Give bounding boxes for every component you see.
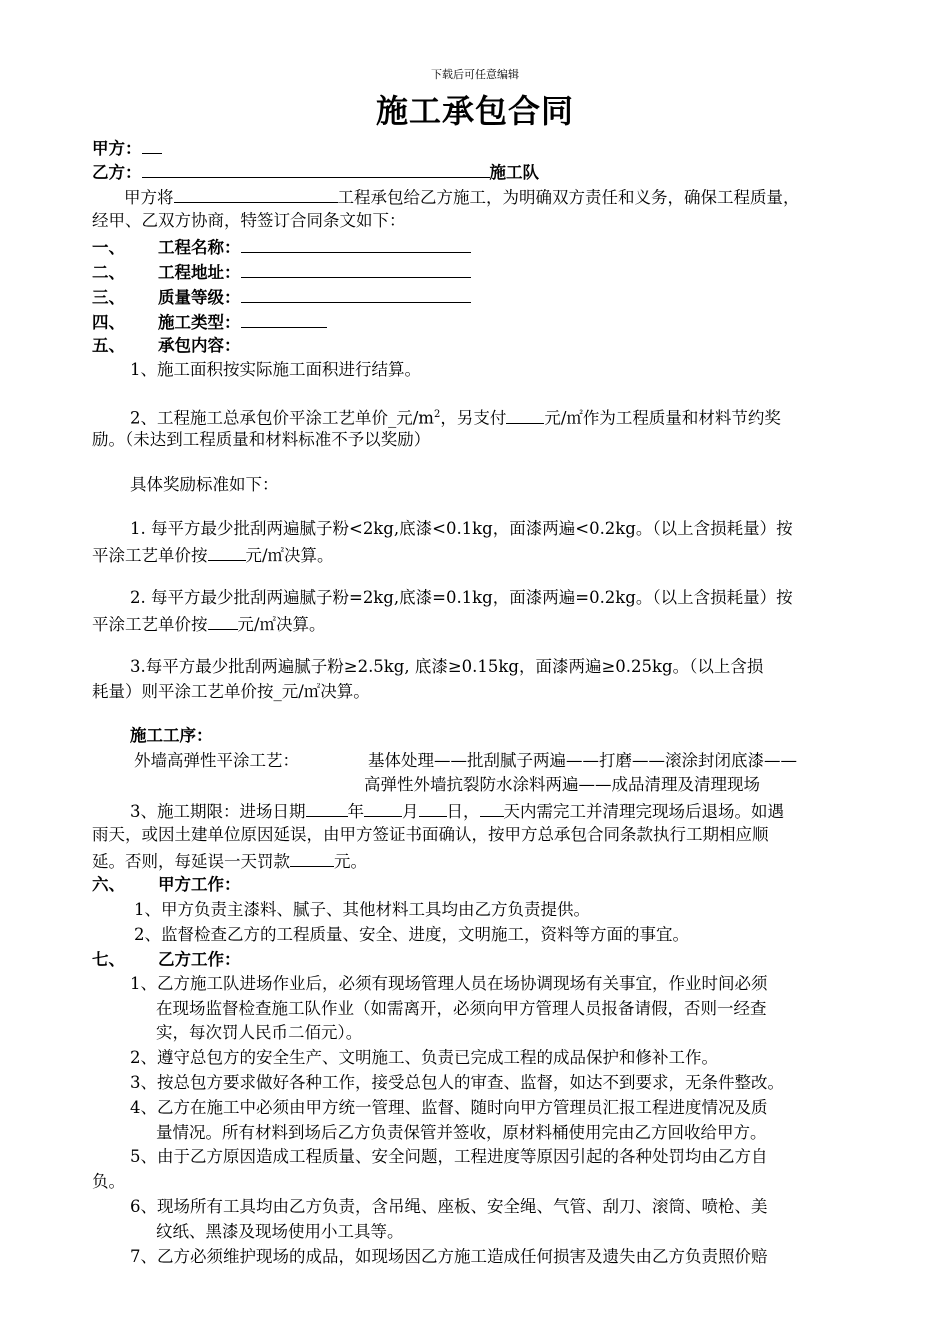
section-7: [92, 949, 241, 971]
bonus-blank: [506, 406, 544, 424]
content-text: 元/㎡作为工程质量和材料节约奖: [544, 408, 781, 428]
price-blank: [208, 543, 246, 561]
content-item-2: [130, 404, 781, 430]
header-note: 下载后可任意编辑: [431, 68, 519, 81]
content-text: 延。否则，每延误一天罚款: [92, 852, 290, 871]
penalty-blank: [290, 849, 334, 867]
content-text: 元/㎡决算。: [237, 615, 326, 634]
party-b-work-1: 1、乙方施工队进场作业后，必须有现场管理人员在场协调现场有关事宜，作业时间必须: [130, 974, 768, 993]
reward-3: 3.每平方最少批刮两遍腻子粉≥2.5kg, 底漆≥0.15kg，面漆两遍≥0.25kg。（以上含损: [130, 657, 764, 676]
quality-grade-blank: [241, 285, 471, 303]
month-blank: [364, 799, 402, 817]
content-text: 元。: [334, 852, 367, 871]
content-text: ，另支付: [440, 408, 507, 428]
content-text: 月: [402, 802, 419, 821]
reward-1: 1. 每平方最少批刮两遍腻子粉<2kg,底漆<0.1kg，面漆两遍<0.2kg。（以上含损耗量）按: [130, 519, 793, 538]
section-label: 工程名称：: [158, 238, 241, 257]
section-number: 三、: [92, 288, 125, 307]
year-blank: [306, 799, 348, 817]
section-number: 七、: [92, 950, 125, 969]
section-number: 二、: [92, 263, 125, 282]
reward-title: 具体奖励标准如下：: [130, 475, 279, 494]
party-b-work-3: 3、按总包方要求做好各种工作，接受总包人的审查、监督，如达不到要求，无条件整改。: [130, 1073, 784, 1092]
section-label: 承包内容：: [158, 336, 241, 355]
section-6: [92, 874, 241, 896]
section-number: 一、: [92, 238, 125, 257]
party-b-work-4-cont: 量情况。所有材料到场后乙方负责保管并签收，原材料桶使用完由乙方回收给甲方。: [156, 1123, 767, 1142]
content-item-2-cont: 励。（未达到工程质量和材料标准不予以奖励）: [92, 430, 431, 449]
section-label: 施工类型：: [158, 313, 241, 332]
section-2: [92, 260, 471, 284]
process-step-line-1: 基体处理——批刮腻子两遍——打磨——滚涂封闭底漆——: [368, 751, 797, 770]
party-b-work-1-cont: 在现场监督检查施工队作业（如需离开，必须向甲方管理人员报备请假，否则一经查: [156, 999, 767, 1018]
section-number: 四、: [92, 313, 125, 332]
content-text: 年: [347, 802, 364, 821]
intro-line-2: 经甲、乙双方协商，特签订合同条文如下：: [92, 211, 406, 230]
content-text: 3、施工期限：进场日期: [130, 802, 306, 821]
party-b-work-7: 7、乙方必须维护现场的成品，如现场因乙方施工造成任何损害及遗失由乙方负责照价赔: [130, 1247, 768, 1266]
section-3: [92, 285, 471, 309]
party-b-work-1-cont: 实，每次罚人民币二佰元）。: [156, 1023, 363, 1042]
price-blank: [208, 612, 238, 630]
project-blank: [174, 185, 338, 203]
period-line-1: [130, 799, 784, 823]
reward-2-cont: [92, 612, 326, 636]
section-label: 工程地址：: [158, 263, 241, 282]
reward-1-cont: [92, 543, 334, 567]
content-text: 天内需完工并清理完现场后退场。如遇: [503, 802, 784, 821]
party-b-line: [92, 160, 539, 184]
section-number: 六、: [92, 875, 125, 894]
party-a-work-1: 1、甲方负责主漆料、腻子、其他材料工具均由乙方负责提供。: [134, 900, 590, 919]
section-label: 甲方工作：: [158, 875, 241, 894]
party-b-work-4: 4、乙方在施工中必须由甲方统一管理、监督、随时向甲方管理员汇报工程进度情况及质: [130, 1098, 768, 1117]
intro-text: 甲方将: [124, 188, 174, 207]
project-name-blank: [241, 235, 471, 253]
party-b-work-5: 5、由于乙方原因造成工程质量、安全问题，工程进度等原因引起的各种处罚均由乙方自: [130, 1147, 768, 1166]
party-a-line: [92, 136, 162, 160]
content-text: 平涂工艺单价按: [92, 615, 208, 634]
period-line-2: 雨天，或因土建单位原因延误，由甲方签证书面确认，按甲方总承包合同条款执行工期相应顺: [92, 825, 769, 844]
content-text: 日，: [446, 802, 480, 821]
intro-line-1: [124, 185, 800, 209]
party-b-work-6-cont: 纹纸、黑漆及现场使用小工具等。: [156, 1222, 404, 1241]
content-text: 2、工程施工总承包价平涂工艺单价_元/m: [130, 408, 434, 428]
party-b-work-6: 6、现场所有工具均由乙方负责，含吊绳、座板、安全绳、气管、刮刀、滚筒、喷枪、美: [130, 1197, 768, 1216]
party-b-blank: [142, 160, 490, 178]
project-address-blank: [241, 260, 471, 278]
section-number: 五、: [92, 336, 125, 355]
intro-text: 工程承包给乙方施工，为明确双方责任和义务，确保工程质量，: [337, 188, 800, 207]
section-1: [92, 235, 471, 259]
process-step-line-2: 高弹性外墙抗裂防水涂料两遍——成品清理及清理现场: [364, 775, 760, 794]
content-text: 平涂工艺单价按: [92, 546, 208, 565]
party-b-suffix: 施工队: [489, 163, 539, 182]
party-a-work-2: 2、监督检查乙方的工程质量、安全、进度，文明施工，资料等方面的事宜。: [134, 925, 689, 944]
content-item-1: 1、施工面积按实际施工面积进行结算。: [130, 360, 421, 379]
reward-2: 2. 每平方最少批刮两遍腻子粉=2kg,底漆=0.1kg，面漆两遍=0.2kg。（以上含损耗量）按: [130, 588, 793, 607]
document-title: 施工承包合同: [375, 92, 574, 130]
section-label: 乙方工作：: [158, 950, 241, 969]
days-blank: [480, 799, 504, 817]
process-title: 施工工序：: [130, 726, 213, 745]
party-a-blank: [142, 136, 162, 154]
section-4: [92, 310, 327, 334]
day-blank: [419, 799, 447, 817]
process-label: 外墙高弹性平涂工艺：: [134, 751, 299, 770]
period-line-3: [92, 849, 367, 873]
party-b-label: 乙方：: [92, 163, 142, 182]
construction-type-blank: [241, 310, 327, 328]
reward-3-cont: 耗量）则平涂工艺单价按_元/㎡决算。: [92, 682, 370, 701]
section-label: 质量等级：: [158, 288, 241, 307]
party-a-label: 甲方：: [92, 139, 142, 158]
party-b-work-5-cont: 负。: [92, 1172, 125, 1191]
section-5: [92, 335, 241, 357]
party-b-work-2: 2、遵守总包方的安全生产、文明施工、负责已完成工程的成品保护和修补工作。: [130, 1048, 718, 1067]
superscript: 2: [433, 409, 441, 420]
content-text: 元/㎡决算。: [245, 546, 334, 565]
